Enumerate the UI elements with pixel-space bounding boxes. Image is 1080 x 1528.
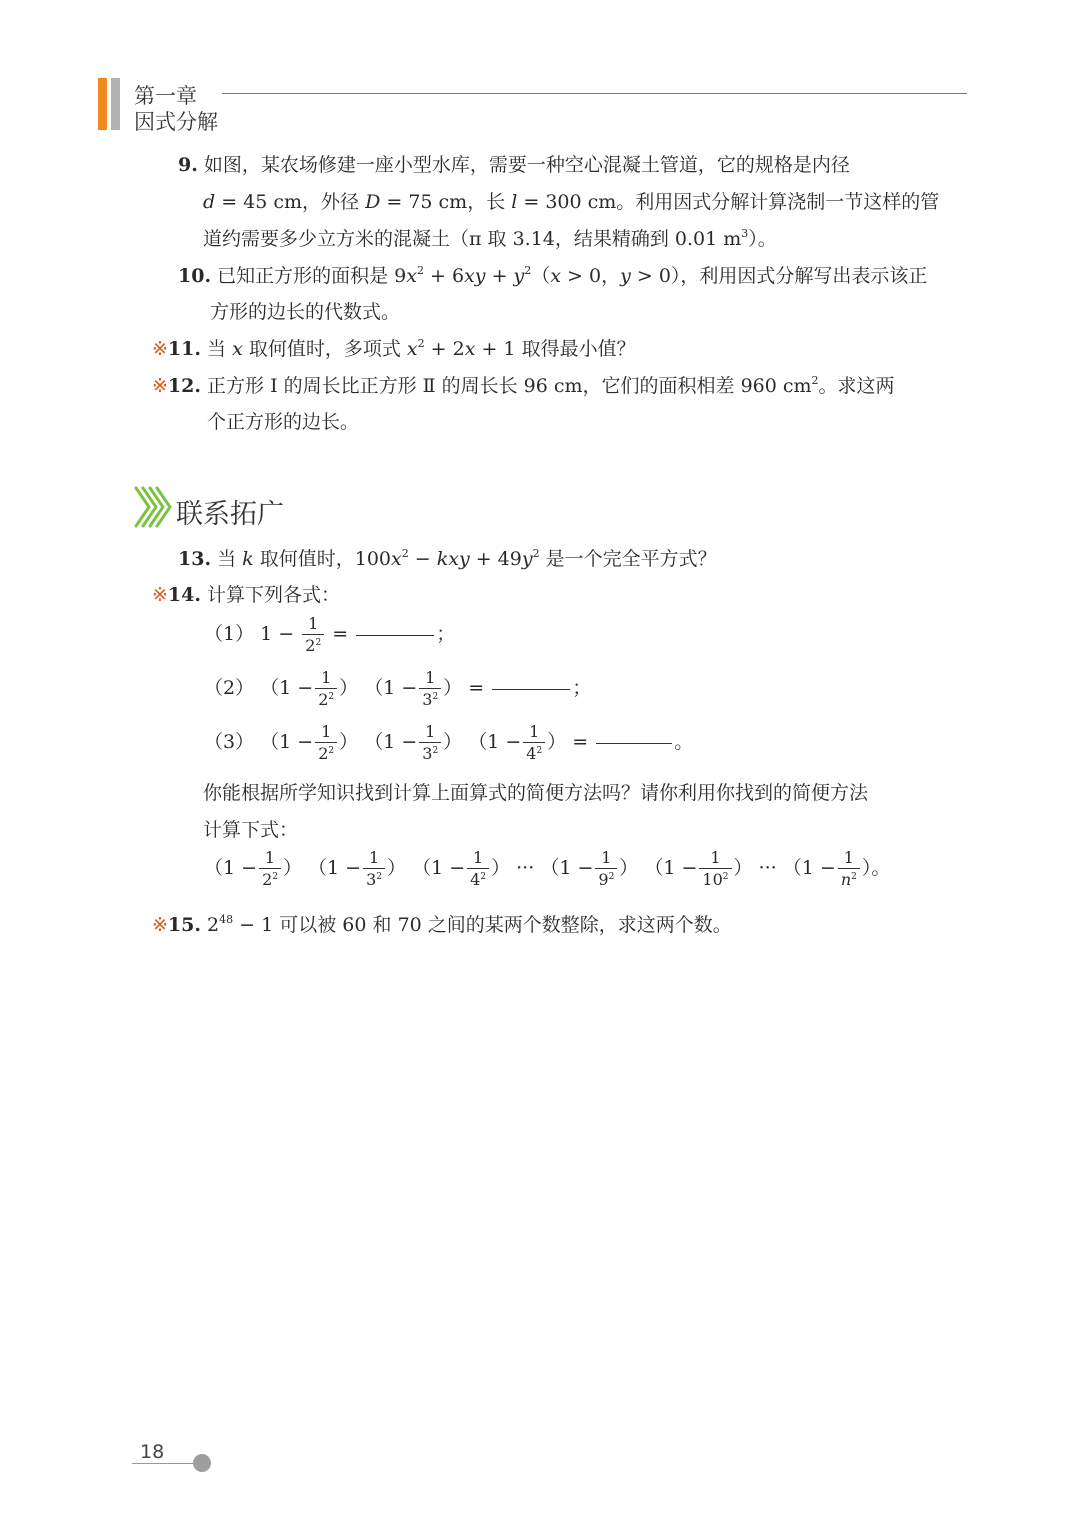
chapter-label: 第一章 xyxy=(134,84,197,108)
chapter-gray-bar xyxy=(111,78,120,130)
chapter-title: 因式分解 xyxy=(134,110,218,134)
answer-blank[interactable] xyxy=(492,688,570,690)
chapter-accent-bar xyxy=(98,78,107,130)
footer-dot-icon xyxy=(193,1454,211,1472)
question-13: 13. 当 k 取何值时，$100x^2$ − kxy + $49y^2$ 是一个完全平方式？ xyxy=(178,547,717,570)
header-rule xyxy=(222,93,967,94)
question-14-intro: ※14. 计算下列各式： xyxy=(152,584,341,606)
page-number: 18 xyxy=(140,1441,165,1463)
section-title: 联系拓广 xyxy=(176,499,284,530)
reference-mark-icon: ※ xyxy=(152,338,168,360)
reference-mark-icon: ※ xyxy=(152,584,168,606)
question-9-line-1: 9. 如图，某农场修建一座小型水库，需要一种空心混凝土管道，它的规格是内径 xyxy=(178,154,850,176)
question-14-text-1: 你能根据所学知识找到计算上面算式的简便方法吗？请你利用你找到的简便方法 xyxy=(203,782,869,804)
footer-rule xyxy=(132,1463,198,1464)
question-15: ※15. $2^{48} - 1$ 可以被 60 和 70 之间的某两个数整除，求这两个数。 xyxy=(152,913,732,936)
question-10-line-1: 10. 已知正方形的面积是 $9x^2 + 6xy + y^2(x > 0$，y > 0），利用因式分解写出表示该正 xyxy=(178,264,928,287)
question-10-line-2: 方形的边长的代数式。 xyxy=(210,301,401,323)
question-14-text-2: 计算下式： xyxy=(203,819,299,841)
chevron-arrows-icon xyxy=(134,484,174,530)
question-number: 9 xyxy=(178,154,192,176)
question-number: 10 xyxy=(178,265,205,287)
question-14-part-3: （3） （1 − $\frac{1}{2^2}$ ） （1 − $\frac{1}{3^2}$ ） （1 − $\frac{1}{4^2}$ ） = 。 xyxy=(204,722,694,763)
reference-mark-icon: ※ xyxy=(152,914,168,936)
answer-blank[interactable] xyxy=(596,742,672,744)
question-12-line-2: 个正方形的边长。 xyxy=(207,411,360,433)
question-9-line-3: 道约需要多少立方米的混凝土（π 取 3.14，结果精确到 0.01 $m^3$）。 xyxy=(203,227,777,250)
question-14-part-2: （2） （1 − $\frac{1}{2^2}$ ） （1 − $\frac{1}{3^2}$ ） = ； xyxy=(204,668,592,709)
reference-mark-icon: ※ xyxy=(152,375,168,397)
question-14-product: （1 − $\frac{1}{2^2}$ ） （1 − $\frac{1}{3^2}$ ） （1 − $\frac{1}{4^2}$ ） ··· （1 − $\frac{1}{9^2}$ ） （1 − $\frac{1}{10^2}$ ） ··· （1 − $\frac{1}{n^2}$ ）。 xyxy=(204,848,891,889)
question-9-line-2: d = 45 cm，外径 D = 75 cm，长 l = 300 cm。利用因式分解计算浇制一节这样的管 xyxy=(203,191,940,213)
question-11: ※11. 当 x 取何值时，多项式 $x^2 + 2x + 1$ 取得最小值？ xyxy=(152,337,636,360)
question-14-part-1: （1） 1 − $\frac{1}{2^2}$ = ； xyxy=(204,614,456,655)
answer-blank[interactable] xyxy=(356,634,434,636)
question-12-line-1: ※12. 正方形 Ⅰ 的周长比正方形 Ⅱ 的周长长 96 cm，它们的面积相差 960 $cm^2$。求这两 xyxy=(152,374,895,397)
